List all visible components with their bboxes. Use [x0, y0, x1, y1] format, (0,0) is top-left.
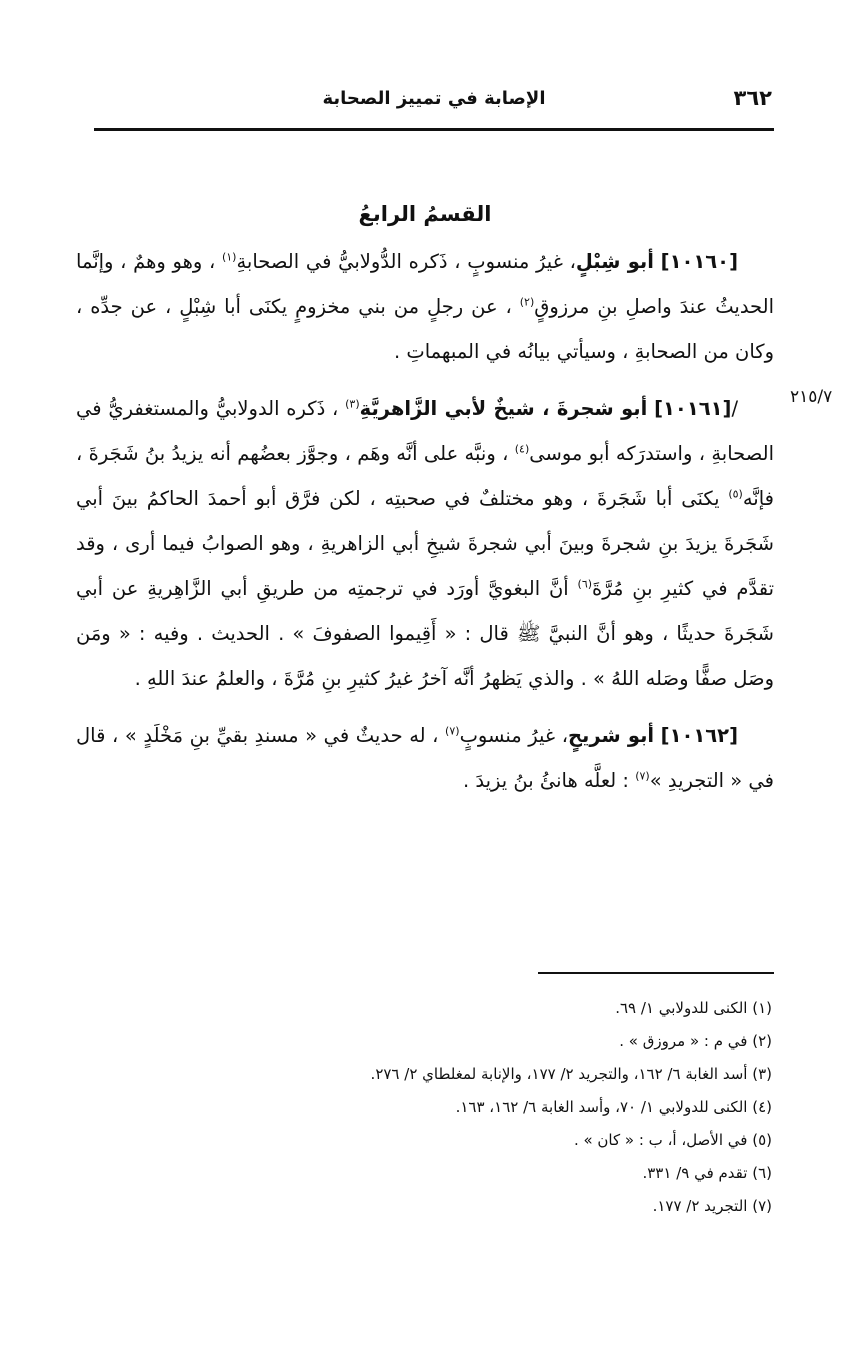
entry-text: يكنَى أبا شَجَرةَ ، وهو مختلفٌ في صحبتِه ، لكن فرَّق أبو أحمدَ الحاكمُ بينَ أبي شَجَرةَ يزيدَ بنِ شجرةَ وبينَ أبي شجرةَ شيخِ أبي الزاهريةِ ، وهو الصوابُ فيما أرى ، وقد تقدَّم في كثيرِ بنِ مُرَّةَ [76, 487, 774, 600]
footnote: (٧) التجريد ٢/ ١٧٧. [652, 1197, 772, 1215]
footnote-marker: (٧) [635, 769, 650, 783]
footnote: (٤) الكنى للدولابي ١/ ٧٠، وأسد الغابة ٦/ ١٦٢، ١٦٣. [455, 1098, 772, 1116]
page-header [96, 78, 772, 122]
entry-text: ، ذَكره الدولابيُّ والمستغفريُّ في الصحابةِ ، واستدرَكه أبو موسى [76, 397, 775, 465]
entry-text: ، غيرُ منسوبٍ [459, 724, 568, 747]
entry-10161 [76, 386, 774, 701]
footnote-marker: (٦) [577, 577, 593, 591]
entry-number: [١٠١٦١] [654, 397, 732, 420]
entry-text: ، له حديثٌ في « مسندِ بقيِّ بنِ مَخْلَدٍ » ، قال في « التجريدِ » [76, 724, 774, 792]
footnote: (٥) في الأصل، أ، ب : « كان » . [573, 1131, 772, 1149]
footnote: (٦) تقدم في ٩/ ٣٣١. [642, 1164, 772, 1182]
entry-name: أبو شِبْلٍ [575, 250, 654, 273]
entry-text: : لعلَّه هانئُ بنُ يزيدَ . [462, 769, 629, 792]
entry-text: ، عن رجلٍ من بني مخزومٍ يكنَى أبا شِبْلٍ ، عن جدِّه ، وكان من الصحابةِ ، وسيأتي بيانُه في المبهماتِ . [76, 295, 774, 363]
footnote: (٢) في م : « مروزق » . [619, 1032, 772, 1050]
entry-text: ، وهو وهمٌ ، وإنَّما الحديثُ عندَ واصلِ بنِ مرزوقٍ [76, 250, 774, 318]
footnote-marker: (١) [221, 250, 237, 264]
page-number: ٣٦٢ [733, 86, 772, 110]
footnote-marker: (٤) [514, 442, 530, 456]
entry-name: أبو شريحٍ [568, 724, 655, 747]
entry-10162 [76, 713, 774, 803]
entry-10160 [76, 239, 774, 374]
entry-name: أبو شجرةَ ، شيخٌ لأبي الزَّاهريَّةِ [359, 397, 648, 420]
footnote-rule [538, 972, 774, 974]
footnote-marker: (٧) [445, 724, 460, 738]
entry-text: ، غيرُ منسوبٍ ، ذَكره الدُّولابيُّ في الصحابةِ [236, 250, 576, 273]
footnote-marker: (٣) [345, 397, 360, 411]
entry-text: أنَّ البغويَّ أورَد في ترجمتِه من طريقِ أبي الزَّاهِريةِ عن أبي شَجَرةَ حديثًا ، وهو أنَّ النبيَّ ﷺ قال : « أَقِيموا الصفوفَ » . الحديث . وفيه : « ومَن وصَل صفًّا وصَله اللهُ » . والذي يَظهرُ أنَّه آخرُ غيرُ كثيرِ بنِ مُرَّةَ ، والعلمُ عندَ اللهِ . [76, 577, 774, 690]
footnotes [96, 992, 772, 1223]
entry-number: [١٠١٦٠] [660, 250, 738, 273]
footnote: (١) الكنى للدولابي ١/ ٦٩. [615, 999, 772, 1017]
footnote-marker: (٥) [728, 487, 743, 501]
running-title: الإصابة في تمييز الصحابة [322, 88, 546, 109]
margin-reference: ٢١٥/٧ [790, 387, 833, 407]
entry-text: ، ونبَّه على أنَّه وهَم ، وجوَّز بعضُهم أنه يزيدُ بنُ شَجَرةَ ، فإنَّه [76, 442, 774, 510]
folio-marker: / [731, 397, 739, 420]
header-rule [94, 128, 774, 131]
footnote-marker: (٢) [519, 295, 535, 309]
main-text [76, 192, 774, 815]
section-heading: القسمُ الرابعُ [358, 202, 492, 226]
entry-number: [١٠١٦٢] [660, 724, 739, 747]
footnote: (٣) أسد الغابة ٦/ ١٦٢، والتجريد ٢/ ١٧٧، والإنابة لمغلطاي ٢/ ٢٧٦. [370, 1065, 772, 1083]
